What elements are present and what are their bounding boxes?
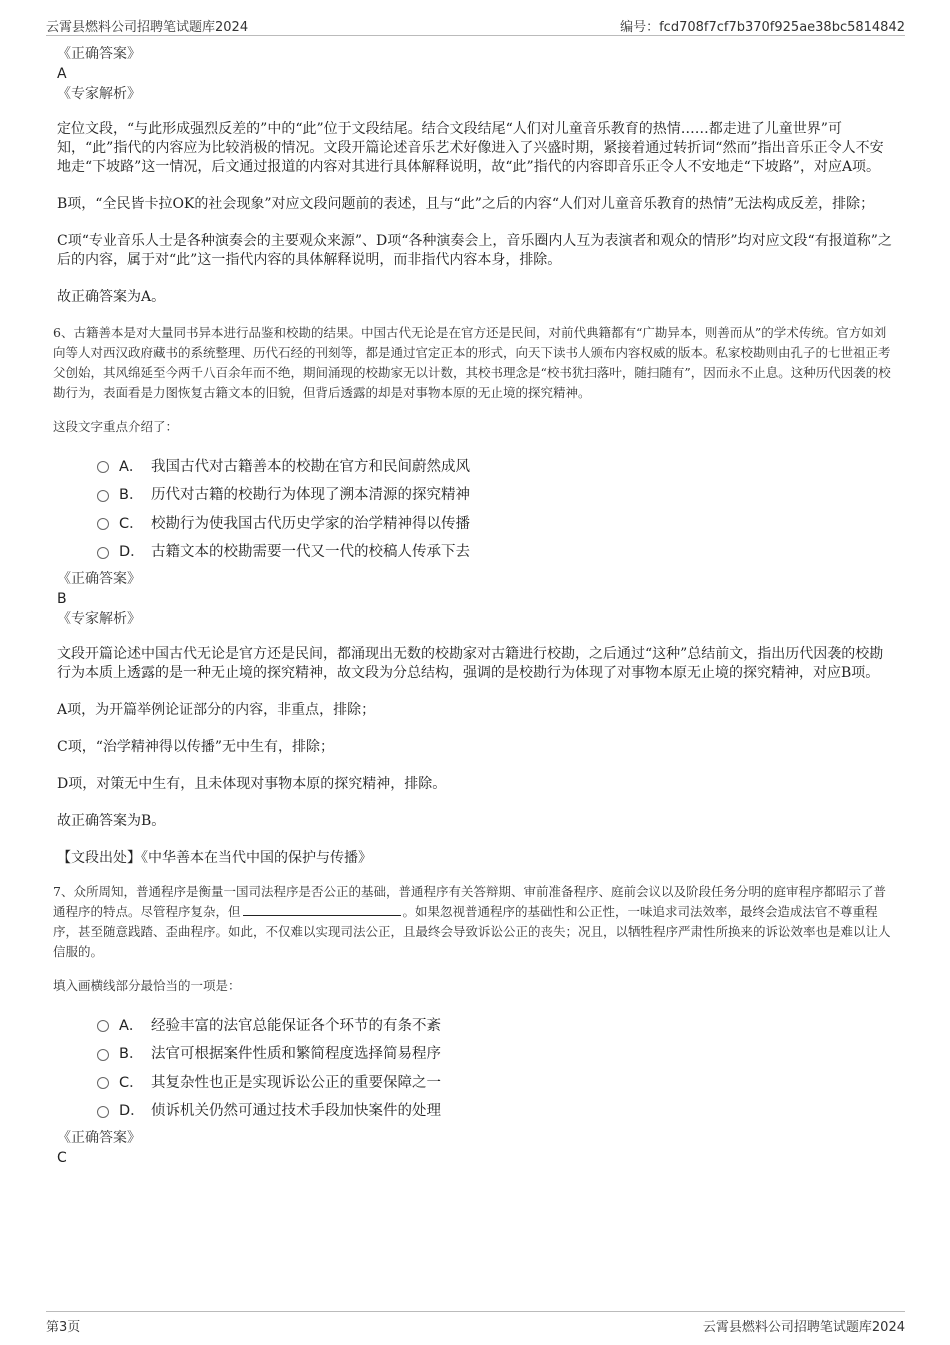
page-footer [46,1311,905,1337]
option-b[interactable] [97,480,897,509]
answer-label: 《正确答案》 [57,1130,141,1146]
option-text: 我国古代对古籍善本的校勘在官方和民间蔚然成风 [151,458,470,475]
option-text: 古籍文本的校勘需要一代又一代的校稿人传承下去 [151,544,470,561]
analysis-paragraph: 文段开篇论述中国古代无论是官方还是民间，都涌现出无数的校勘家对古籍进行校勘，之后通过“这种”总结前文，指出历代因袭的校勘行为本质上透露的是一种无止境的探究精神，故文段为分总结构，强调的是校勘行为体现了对事物本原无止境的探究精神，对应B项。 [57,646,884,681]
option-text: 其复杂性也正是实现诉讼公正的重要保障之一 [151,1074,441,1091]
page-number: 第3页 [46,1320,81,1335]
source-citation: 【文段出处】《中华善本在当代中国的保护与传播》 [57,850,372,866]
option-letter: C． [119,515,144,532]
option-text: 侦诉机关仍然可通过技术手段加快案件的处理 [151,1103,441,1120]
answer-label: 《正确答案》 [57,46,141,62]
radio-icon[interactable] [97,547,109,559]
option-letter: B． [119,487,144,504]
option-text: 法官可根据案件性质和繁简程度选择简易程序 [151,1046,441,1063]
option-d[interactable] [97,537,897,566]
option-text: 经验丰富的法官总能保证各个环节的有条不紊 [151,1017,441,1034]
analysis-paragraph: C项“专业音乐人士是各种演奏会的主要观众来源”、D项“各种演奏会上，音乐圈内人互为表演者和观众的情形”均对应文段“有报道称”之后的内容，属于对“此”这一指代内容的具体解释说明，而非指代内容本身，排除。 [57,233,892,268]
radio-icon[interactable] [97,1049,109,1061]
answer-label: 《正确答案》 [57,571,141,587]
analysis-paragraph: C项，“治学精神得以传播”无中生有，排除； [57,739,335,755]
analysis-paragraph: B项，“全民皆卡拉OK的社会现象”对应文段问题前的表述，且与“此”之后的内容“人们对儿童音乐教育的热情”无法构成反差，排除； [57,196,875,212]
option-text: 历代对古籍的校勘行为体现了溯本清源的探究精神 [151,487,470,504]
question-7-options [97,1010,897,1124]
option-text: 校勘行为使我国古代历史学家的治学精神得以传播 [151,515,470,532]
option-a[interactable] [97,451,897,480]
analysis-paragraph: A项，为开篇举例论证部分的内容，非重点，排除； [57,702,376,718]
question-7-text-before: 7、众所周知，普通程序是衡量一国司法程序是否公正的基础，普通程序有关答辩期、审前准备程序、庭前会议以及阶段任务分明的庭审程序都昭示了普通程序的特点。尽管程序复杂，但 [53,884,886,919]
radio-icon[interactable] [97,1077,109,1089]
option-letter: B． [119,1046,144,1063]
option-letter: D． [119,544,145,561]
option-a[interactable] [97,1010,897,1039]
header-title: 云霄县燃料公司招聘笔试题库2024 [46,20,249,35]
answer-value: C [57,1150,67,1166]
option-d[interactable] [97,1096,897,1125]
header-serial: 编号：fcd708f7cf7b370f925ae38bc5814842 [620,20,905,35]
page-content [53,44,897,1168]
analysis-label: 《专家解析》 [57,611,141,627]
analysis-paragraph: 故正确答案为A。 [57,289,166,305]
analysis-body [57,645,897,868]
analysis-paragraph: 故正确答案为B。 [57,813,166,829]
analysis-paragraph: 定位文段，“与此形成强烈反差的”中的“此”位于文段结尾。结合文段结尾“人们对儿童音乐教育的热情……都走进了儿童世界”可知，“此”指代的内容应为比较消极的情况。文段开篇论述音乐艺术好像进入了兴盛时期，紧接着通过转折词“然而”指出音乐正令人不安地走“下坡路”这一情况，后文通过报道的内容对其进行具体解释说明，故“此”指代的内容即音乐正令人不安地走“下坡路”，对应A项。 [57,121,884,175]
option-letter: A． [119,1017,144,1034]
analysis-paragraph: D项，对策无中生有，且未体现对事物本原的探究精神，排除。 [57,776,447,792]
footer-title: 云霄县燃料公司招聘笔试题库2024 [702,1320,905,1335]
option-c[interactable] [97,1067,897,1096]
question-7-text [53,882,897,962]
question-6-options [97,451,897,565]
analysis-body [57,120,897,307]
analysis-label: 《专家解析》 [57,86,141,102]
page-header [46,14,905,36]
option-letter: D． [119,1103,145,1120]
answer-value: A [57,66,67,82]
radio-icon[interactable] [97,490,109,502]
question-6-prompt: 这段文字重点介绍了： [53,419,179,434]
question-7-text-after: 。如果忽视普通程序的基础性和公正性，一味追求司法效率，最终会造成法官不尊重程序，甚至随意践踏、歪曲程序。如此，不仅难以实现司法公正，且最终会导致诉讼公正的丧失；况且，以牺牲程序严肃性所换来的诉讼效率也是难以让人信服的。 [53,904,891,959]
option-c[interactable] [97,508,897,537]
blank-line [243,904,401,916]
question-6-text: 6、古籍善本是对大量同书异本进行品鉴和校勘的结果。中国古代无论是在官方还是民间，对前代典籍都有“广勘异本，则善而从”的学术传统。官方如刘向等人对西汉政府藏书的系统整理、历代石经的刊刻等，都是通过官定正本的形式，向天下读书人颁布内容权威的版本。私家校勘则由孔子的七世祖正考父创始，其风绵延至今两千八百余年而不绝，期间涌现的校勘家无以计数，其校书理念是“校书犹扫落叶，随扫随有”，因而永不止息。这种历代因袭的校勘行为，表面看是力图恢复古籍文本的旧貌，但背后透露的却是对事物本原的无止境的探究精神。 [53,325,891,400]
radio-icon[interactable] [97,461,109,473]
radio-icon[interactable] [97,1020,109,1032]
radio-icon[interactable] [97,518,109,530]
answer-value: B [57,591,67,607]
option-letter: C． [119,1074,144,1091]
option-b[interactable] [97,1039,897,1068]
radio-icon[interactable] [97,1106,109,1118]
option-letter: A． [119,458,144,475]
question-7-prompt: 填入画横线部分最恰当的一项是： [53,978,241,993]
